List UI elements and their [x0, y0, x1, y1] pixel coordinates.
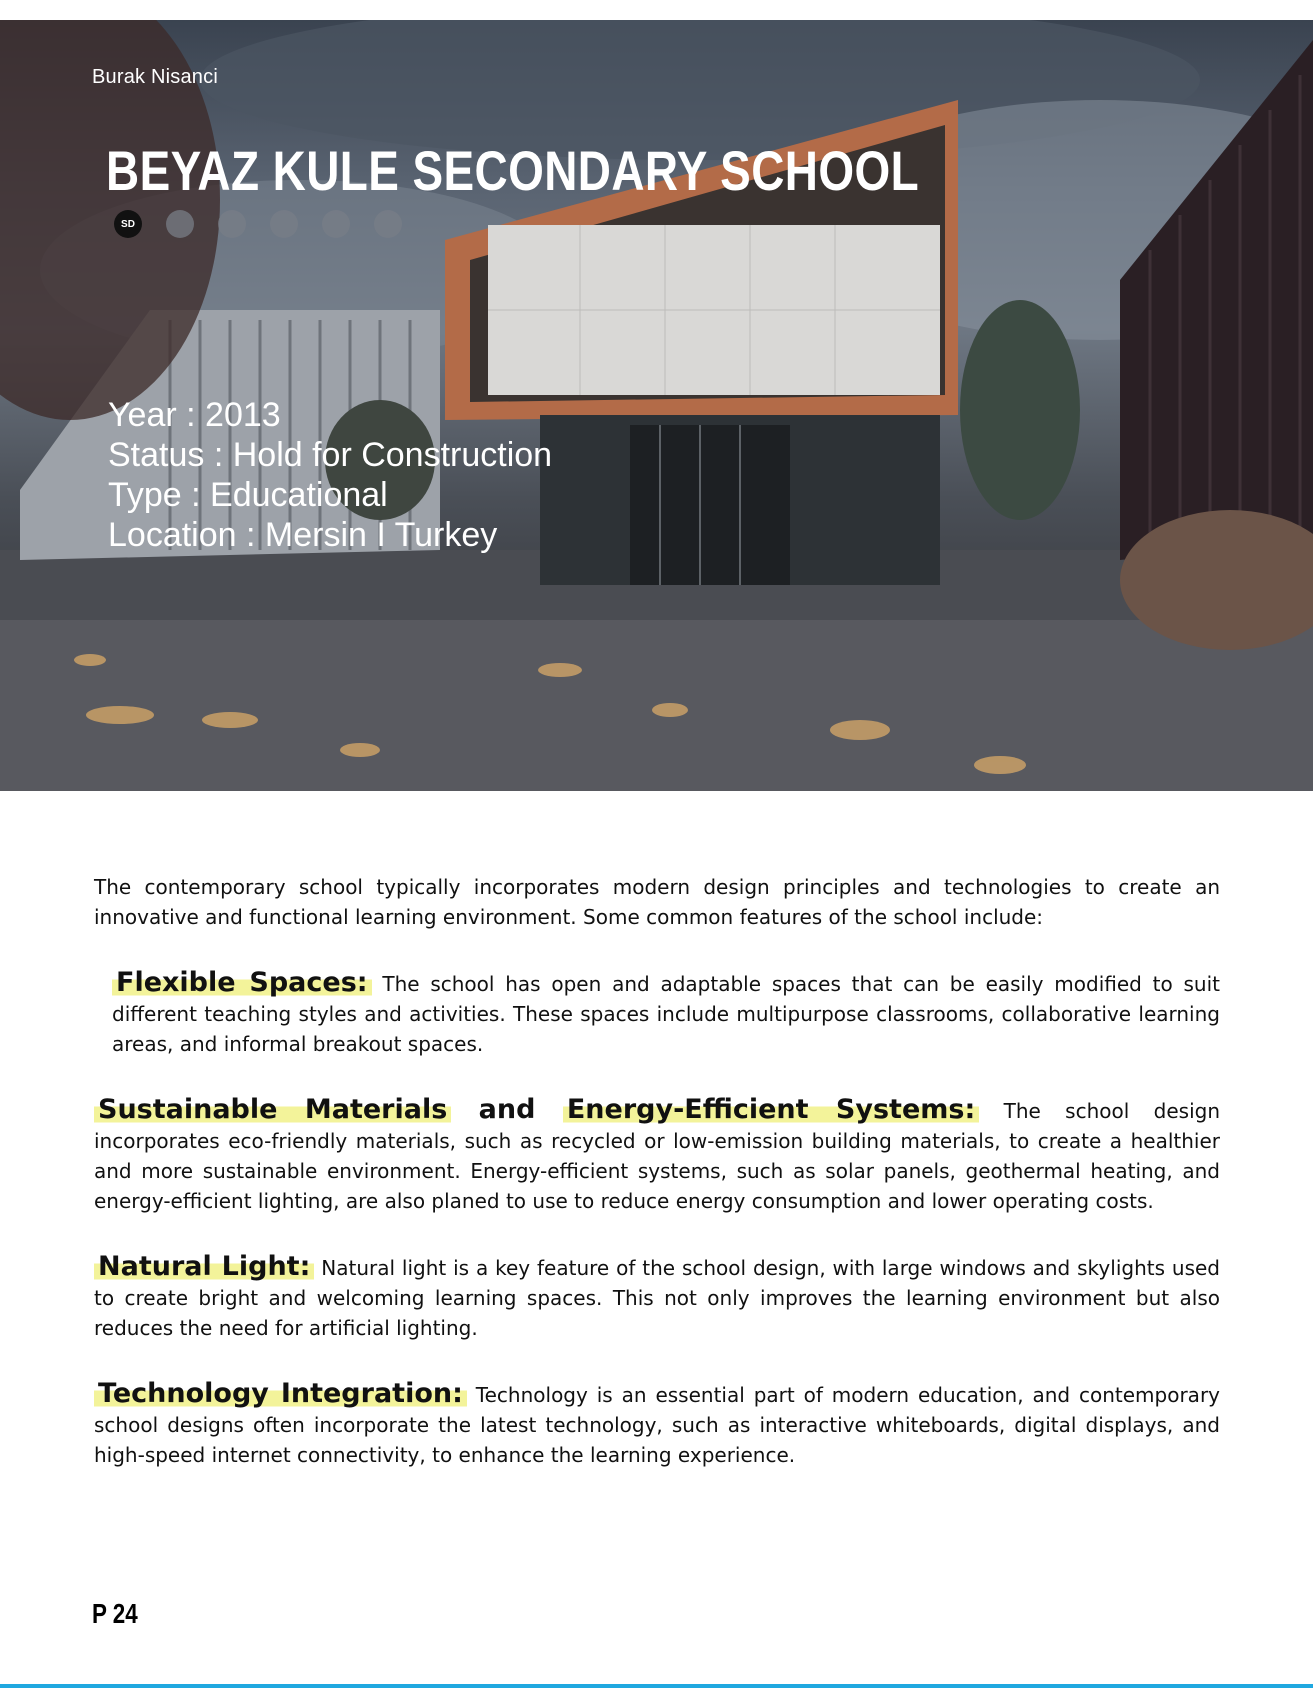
section-text: The school design incorporates eco-friendly materials, such as recycled or low-emission building materials, to create a healthier and more sustainable environment. Energy-efficient systems, such as solar panels, geothermal heating, and energy-efficient lighting, are also planed to use to reduce energy consumption and lower operating costs. [94, 1099, 1220, 1213]
image-carousel-dots [114, 210, 402, 238]
section-heading: Sustainable Materials [94, 1094, 451, 1125]
meta-year: Year : 2013 [108, 396, 281, 434]
heading-connector: and [451, 1094, 563, 1125]
carousel-dot[interactable] [166, 210, 194, 238]
carousel-dot[interactable] [218, 210, 246, 238]
page-number: P 24 [92, 1598, 138, 1629]
meta-status: Status : Hold for Construction [108, 436, 553, 474]
section-text: Technology is an essential part of modern education, and contemporary school designs often incorporate the latest technology, such as interactive whiteboards, digital displays, and high-speed internet connectivity, to enhance the learning experience. [94, 1383, 1220, 1467]
author-name: Burak Nisanci [92, 66, 218, 88]
section-heading: Flexible Spaces: [112, 967, 372, 998]
intro-paragraph: The contemporary school typically incorporates modern design principles and technologies to create an innovative and functional learning environment. Some common features of the school include: [94, 875, 1220, 929]
section-flexible-spaces [94, 968, 1220, 1059]
section-text: The school has open and adaptable spaces that can be easily modified to suit different teaching styles and activities. These spaces include multipurpose classrooms, collaborative learning areas, and informal breakout spaces. [112, 972, 1220, 1056]
section-text: Natural light is a key feature of the school design, with large windows and skylights used to create bright and welcoming learning spaces. This not only improves the learning environment but also reduces the need for artificial lighting. [94, 1256, 1220, 1340]
carousel-dot[interactable] [374, 210, 402, 238]
carousel-dot[interactable] [322, 210, 350, 238]
section-natural-light [94, 1252, 1220, 1343]
section-heading-secondary: Energy-Efficient Systems: [563, 1094, 979, 1125]
section-heading: Technology Integration: [94, 1378, 467, 1409]
article-body [94, 872, 1220, 1506]
section-heading: Natural Light: [94, 1251, 314, 1282]
bottom-accent-line [0, 1684, 1313, 1688]
carousel-dot-active[interactable]: SD [114, 210, 142, 238]
meta-type: Type : Educational [108, 476, 388, 514]
hero-image [0, 20, 1313, 791]
section-technology-integration [94, 1379, 1220, 1470]
project-meta [108, 395, 552, 555]
carousel-dot[interactable] [270, 210, 298, 238]
project-title: BEYAZ KULE SECONDARY SCHOOL [106, 139, 920, 202]
meta-location: Location : Mersin I Turkey [108, 516, 498, 554]
section-sustainable-materials [94, 1095, 1220, 1216]
